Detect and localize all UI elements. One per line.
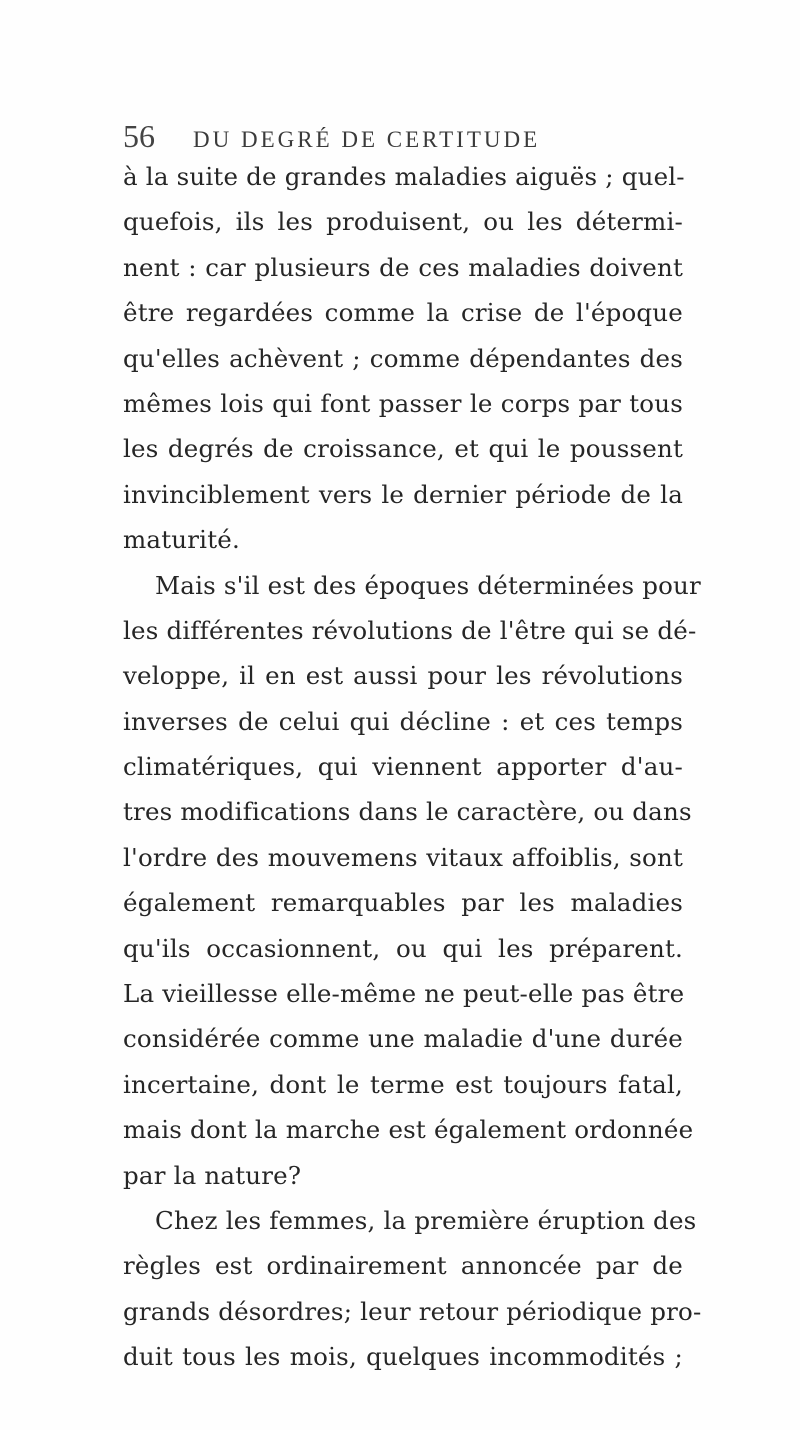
paragraph-start-line: Mais s'il est des époques déterminées pour <box>155 570 701 600</box>
text-line: quefois, ils les produisent, ou les détermi- <box>123 207 683 237</box>
text-line: à la suite de grandes maladies aiguës ; quel- <box>123 162 685 191</box>
text-line: mêmes lois qui font passer le corps par tous <box>123 388 683 418</box>
text-line: maturité. <box>123 525 240 555</box>
text-line: tres modifications dans le caractère, ou dans <box>123 797 692 827</box>
text-line: l'ordre des mouvemens vitaux affoiblis, sont <box>123 842 683 872</box>
body-text <box>123 154 702 1380</box>
running-head <box>123 118 683 158</box>
page-number: 56 <box>123 118 155 154</box>
text-line: qu'elles achèvent ; comme dépendantes des <box>123 343 683 373</box>
text-line: grands désordres; leur retour périodique pro- <box>123 1296 702 1326</box>
text-line: les différentes révolutions de l'être qui se dé- <box>123 615 697 645</box>
text-line: également remarquables par les maladies <box>123 888 683 918</box>
text-line: règles est ordinairement annoncée par de <box>123 1251 683 1281</box>
text-line: être regardées comme la crise de l'époque <box>123 298 683 328</box>
text-line: veloppe, il en est aussi pour les révolutions <box>123 661 683 691</box>
text-line: climatériques, qui viennent apporter d'au- <box>123 752 683 782</box>
text-line: La vieillesse elle-même ne peut-elle pas être <box>123 979 685 1009</box>
text-line: inverses de celui qui décline : et ces temps <box>123 706 683 736</box>
text-line: considérée comme une maladie d'une durée <box>123 1024 683 1054</box>
paragraph-start-line: Chez les femmes, la première éruption des <box>155 1205 697 1235</box>
running-title: DU DEGRÉ DE CERTITUDE <box>193 127 541 152</box>
text-line: par la nature? <box>123 1160 302 1190</box>
text-line: nent : car plusieurs de ces maladies doivent <box>123 252 683 282</box>
text-line: mais dont la marche est également ordonnée <box>123 1115 694 1145</box>
text-line: les degrés de croissance, et qui le poussent <box>123 434 683 464</box>
text-line: qu'ils occasionnent, ou qui les préparent. <box>123 933 683 963</box>
text-line: duit tous les mois, quelques incommodités ; <box>123 1342 683 1372</box>
text-line: invinciblement vers le dernier période de la <box>123 479 683 509</box>
text-line: incertaine, dont le terme est toujours fatal, <box>123 1069 683 1099</box>
